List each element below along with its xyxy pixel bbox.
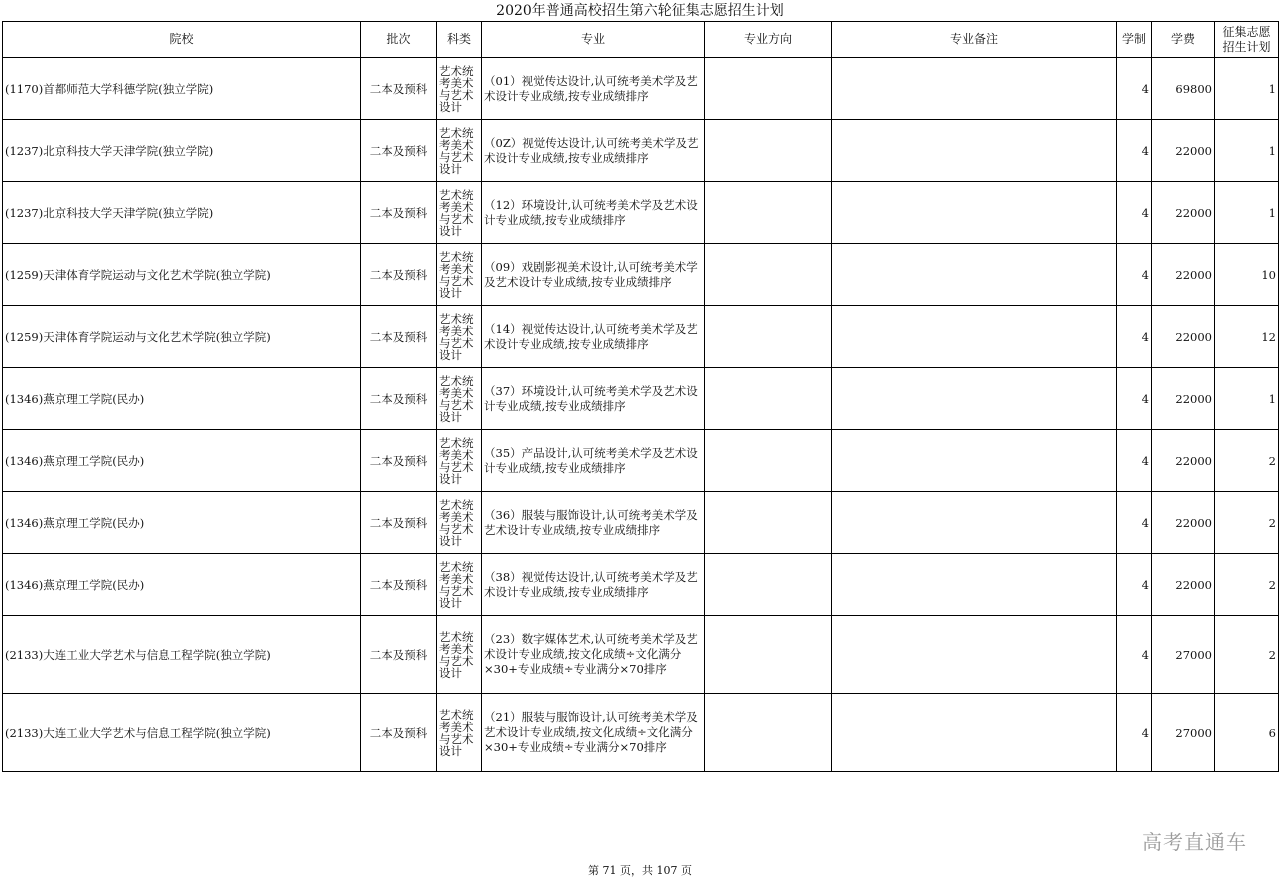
cell-major: （38）视觉传达设计,认可统考美术学及艺术设计专业成绩,按专业成绩排序 [482,554,705,616]
cell-years: 4 [1117,120,1152,182]
header-fee: 学费 [1152,22,1215,58]
cell-remark [832,694,1117,772]
cell-fee: 22000 [1152,244,1215,306]
table-row [3,182,1279,244]
cell-quota: 6 [1215,694,1279,772]
header-years: 学制 [1117,22,1152,58]
cell-direction [705,616,832,694]
cell-school: (1259)天津体育学院运动与文化艺术学院(独立学院) [3,306,361,368]
cell-fee: 22000 [1152,430,1215,492]
cell-quota: 2 [1215,430,1279,492]
cell-years: 4 [1117,244,1152,306]
cell-quota: 1 [1215,182,1279,244]
watermark-text: 高考直通车 [1142,830,1247,854]
cell-major: （36）服装与服饰设计,认可统考美术学及艺术设计专业成绩,按专业成绩排序 [482,492,705,554]
cell-fee: 22000 [1152,182,1215,244]
cell-school: (2133)大连工业大学艺术与信息工程学院(独立学院) [3,616,361,694]
cell-category: 艺术统考美术与艺术设计 [437,306,482,368]
table-row [3,306,1279,368]
cell-remark [832,306,1117,368]
cell-fee: 69800 [1152,58,1215,120]
cell-years: 4 [1117,616,1152,694]
cell-quota: 10 [1215,244,1279,306]
cell-direction [705,182,832,244]
page-footer: 第 71 页，共 107 页 [588,864,692,877]
document-title: 2020年普通高校招生第六轮征集志愿招生计划 [496,3,784,19]
table-row [3,616,1279,694]
cell-category: 艺术统考美术与艺术设计 [437,430,482,492]
cell-fee: 22000 [1152,368,1215,430]
cell-school: (1346)燕京理工学院(民办) [3,492,361,554]
cell-category: 艺术统考美术与艺术设计 [437,244,482,306]
cell-remark [832,616,1117,694]
cell-school: (1170)首都师范大学科德学院(独立学院) [3,58,361,120]
cell-quota: 1 [1215,120,1279,182]
cell-major: （14）视觉传达设计,认可统考美术学及艺术设计专业成绩,按专业成绩排序 [482,306,705,368]
cell-batch: 二本及预科 [361,244,437,306]
cell-school: (1259)天津体育学院运动与文化艺术学院(独立学院) [3,244,361,306]
cell-quota: 2 [1215,554,1279,616]
header-remark: 专业备注 [832,22,1117,58]
cell-years: 4 [1117,694,1152,772]
cell-years: 4 [1117,430,1152,492]
cell-years: 4 [1117,58,1152,120]
cell-batch: 二本及预科 [361,430,437,492]
cell-direction [705,58,832,120]
table-row [3,120,1279,182]
table-row [3,694,1279,772]
cell-remark [832,120,1117,182]
cell-major: （35）产品设计,认可统考美术学及艺术设计专业成绩,按专业成绩排序 [482,430,705,492]
cell-fee: 22000 [1152,120,1215,182]
cell-fee: 22000 [1152,492,1215,554]
header-batch: 批次 [361,22,437,58]
cell-quota: 1 [1215,58,1279,120]
cell-school: (1346)燕京理工学院(民办) [3,554,361,616]
cell-batch: 二本及预科 [361,306,437,368]
cell-school: (1237)北京科技大学天津学院(独立学院) [3,120,361,182]
header-school: 院校 [3,22,361,58]
cell-remark [832,492,1117,554]
cell-category: 艺术统考美术与艺术设计 [437,616,482,694]
cell-fee: 27000 [1152,616,1215,694]
cell-remark [832,244,1117,306]
cell-batch: 二本及预科 [361,616,437,694]
cell-years: 4 [1117,492,1152,554]
cell-quota: 2 [1215,616,1279,694]
cell-years: 4 [1117,182,1152,244]
cell-category: 艺术统考美术与艺术设计 [437,368,482,430]
header-category: 科类 [437,22,482,58]
cell-direction [705,554,832,616]
cell-category: 艺术统考美术与艺术设计 [437,554,482,616]
cell-years: 4 [1117,554,1152,616]
cell-years: 4 [1117,368,1152,430]
cell-major: （37）环境设计,认可统考美术学及艺术设计专业成绩,按专业成绩排序 [482,368,705,430]
cell-batch: 二本及预科 [361,58,437,120]
cell-remark [832,182,1117,244]
cell-direction [705,120,832,182]
cell-remark [832,554,1117,616]
cell-major: （0Z）视觉传达设计,认可统考美术学及艺术设计专业成绩,按专业成绩排序 [482,120,705,182]
cell-category: 艺术统考美术与艺术设计 [437,182,482,244]
cell-category: 艺术统考美术与艺术设计 [437,58,482,120]
cell-major: （21）服装与服饰设计,认可统考美术学及艺术设计专业成绩,按文化成绩÷文化满分×30+专业成绩÷专业满分×70排序 [482,694,705,772]
enrollment-plan-table [2,21,1279,772]
cell-major: （01）视觉传达设计,认可统考美术学及艺术设计专业成绩,按专业成绩排序 [482,58,705,120]
cell-quota: 1 [1215,368,1279,430]
cell-fee: 22000 [1152,306,1215,368]
cell-batch: 二本及预科 [361,554,437,616]
table-row [3,430,1279,492]
cell-batch: 二本及预科 [361,694,437,772]
header-direction: 专业方向 [705,22,832,58]
header-quota [1215,22,1279,58]
cell-batch: 二本及预科 [361,492,437,554]
cell-quota: 2 [1215,492,1279,554]
cell-direction [705,244,832,306]
cell-direction [705,368,832,430]
cell-category: 艺术统考美术与艺术设计 [437,694,482,772]
header-quota-line1: 征集志愿 [1222,24,1271,39]
cell-major: （12）环境设计,认可统考美术学及艺术设计专业成绩,按专业成绩排序 [482,182,705,244]
cell-school: (1346)燕京理工学院(民办) [3,430,361,492]
table-header-row [3,22,1279,58]
cell-quota: 12 [1215,306,1279,368]
cell-major: （09）戏剧影视美术设计,认可统考美术学及艺术设计专业成绩,按专业成绩排序 [482,244,705,306]
cell-direction [705,492,832,554]
cell-category: 艺术统考美术与艺术设计 [437,492,482,554]
cell-years: 4 [1117,306,1152,368]
table-row [3,492,1279,554]
cell-remark [832,430,1117,492]
cell-fee: 27000 [1152,694,1215,772]
cell-direction [705,694,832,772]
cell-batch: 二本及预科 [361,368,437,430]
table-row [3,244,1279,306]
header-quota-line2: 招生计划 [1222,39,1271,54]
cell-remark [832,58,1117,120]
cell-fee: 22000 [1152,554,1215,616]
cell-school: (2133)大连工业大学艺术与信息工程学院(独立学院) [3,694,361,772]
table-row [3,368,1279,430]
cell-direction [705,430,832,492]
table-row [3,554,1279,616]
cell-category: 艺术统考美术与艺术设计 [437,120,482,182]
table-row [3,58,1279,120]
cell-major: （23）数字媒体艺术,认可统考美术学及艺术设计专业成绩,按文化成绩÷文化满分×30+专业成绩÷专业满分×70排序 [482,616,705,694]
cell-school: (1237)北京科技大学天津学院(独立学院) [3,182,361,244]
cell-batch: 二本及预科 [361,120,437,182]
cell-remark [832,368,1117,430]
header-major: 专业 [482,22,705,58]
cell-direction [705,306,832,368]
cell-batch: 二本及预科 [361,182,437,244]
cell-school: (1346)燕京理工学院(民办) [3,368,361,430]
